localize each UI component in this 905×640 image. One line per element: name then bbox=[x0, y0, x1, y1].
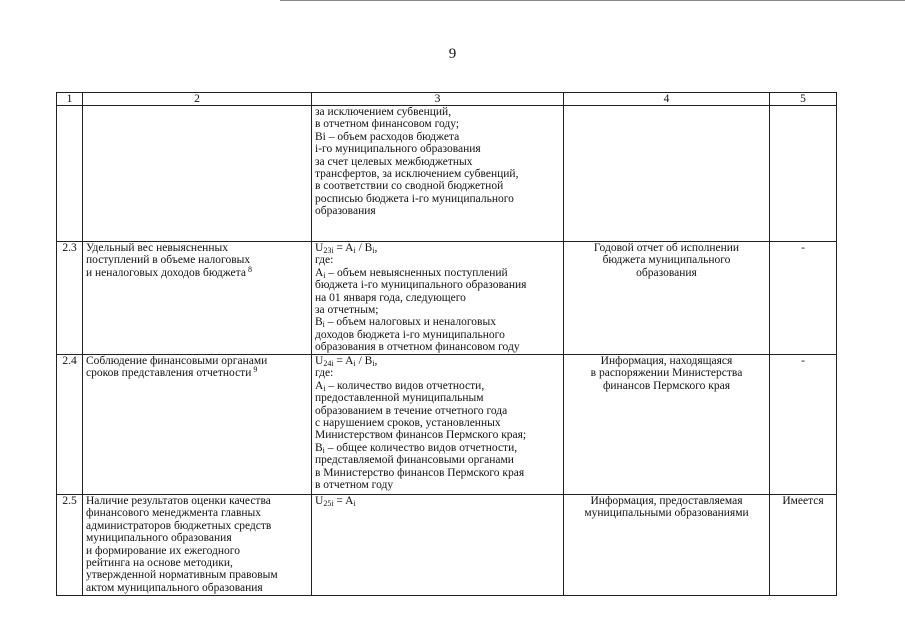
source-line: Информация, предоставляемая bbox=[590, 495, 743, 507]
formula-cell bbox=[312, 242, 564, 355]
table-row bbox=[57, 242, 837, 355]
text-line: в соответствии со сводной бюджетной bbox=[315, 180, 504, 193]
indicator-name bbox=[83, 495, 312, 596]
indicator-line: поступлений в объеме налоговых bbox=[86, 254, 251, 267]
text-line: $A_i$ – количество видов отчетности, bbox=[315, 379, 485, 393]
text-line: предоставленной муниципальным bbox=[315, 392, 484, 405]
formula: $U_{24i} = A_i / B_i$, bbox=[315, 355, 378, 368]
data-source bbox=[564, 495, 770, 596]
top-rule bbox=[280, 0, 905, 1]
text-line: образованием в течение отчетного года bbox=[315, 404, 508, 417]
column-header: 2 bbox=[83, 93, 312, 106]
formula: $U_{23i} = A_i / B_i$, bbox=[315, 242, 378, 255]
data-source bbox=[564, 355, 770, 495]
footnote-mark: 9 bbox=[251, 365, 258, 375]
indicator-name bbox=[83, 106, 312, 242]
formula-cell bbox=[312, 106, 564, 242]
text-line: Министерством финансов Пермского края; bbox=[315, 429, 527, 442]
indicator-line: финансового менеджмента главных bbox=[86, 507, 262, 520]
text-line: бюджета i-го муниципального образования bbox=[315, 279, 527, 292]
column-header: 1 bbox=[57, 93, 83, 106]
text-line: $B_i$ – общее количество видов отчетности, bbox=[315, 441, 518, 455]
target-value: - bbox=[770, 355, 837, 495]
indicator-line: сроков представления отчетности $^9$ bbox=[86, 365, 258, 380]
data-source bbox=[564, 106, 770, 242]
source-line: муниципальными образованиями bbox=[584, 507, 749, 520]
indicators-table bbox=[56, 92, 837, 596]
target-value: - bbox=[770, 242, 837, 355]
indicator-line: и неналоговых доходов бюджета $^8$ bbox=[86, 264, 252, 279]
formula: $U_{25i} = A_i$ bbox=[315, 495, 356, 508]
indicator-line: муниципального образования bbox=[86, 532, 232, 545]
table-header-row bbox=[57, 93, 837, 106]
page-number: 9 bbox=[448, 46, 457, 62]
text-line: $A_i$ – объем невыясненных поступлений bbox=[315, 266, 508, 280]
text-line: образования в отчетном финансовом году bbox=[315, 341, 520, 354]
formula-cell bbox=[312, 355, 564, 495]
text-line: росписью бюджета i-го муниципального bbox=[315, 192, 514, 205]
text-line: в отчетном финансовом году; bbox=[315, 118, 460, 131]
text-line: трансфертов, за исключением субвенций, bbox=[315, 168, 519, 181]
text-line: за счет целевых межбюджетных bbox=[315, 155, 473, 168]
text-line: $B_i$ – объем налоговых и неналоговых bbox=[315, 316, 496, 330]
indicator-line: Наличие результатов оценки качества bbox=[86, 495, 271, 507]
text-line: где: bbox=[315, 367, 334, 380]
text-line: i-го муниципального образования bbox=[315, 143, 481, 156]
target-value: Имеется bbox=[770, 495, 837, 596]
text-line: за отчетным; bbox=[315, 304, 379, 317]
indicator-line: рейтинга на основе методики, bbox=[86, 557, 233, 570]
column-header: 3 bbox=[312, 93, 564, 106]
footnote-mark: 8 bbox=[245, 264, 252, 274]
text-line: за исключением субвенций, bbox=[315, 106, 452, 118]
indicator-line: администраторов бюджетных средств bbox=[86, 519, 272, 532]
indicator-line: Удельный вес невыясненных bbox=[86, 242, 228, 254]
indicator-name bbox=[83, 355, 312, 495]
text-line: Bi – объем расходов бюджета bbox=[315, 130, 460, 143]
indicator-name bbox=[83, 242, 312, 355]
table-row bbox=[57, 495, 837, 596]
column-header: 5 bbox=[770, 93, 837, 106]
text-line: в Министерство финансов Пермского края bbox=[315, 466, 525, 479]
indicator-line: утвержденной нормативным правовым bbox=[86, 569, 278, 582]
data-source bbox=[564, 242, 770, 355]
text-line: в отчетном году bbox=[315, 479, 394, 492]
formula-cell bbox=[312, 495, 564, 596]
text-line: где: bbox=[315, 254, 334, 267]
target-value bbox=[770, 106, 837, 242]
text-line: представляемой финансовыми органами bbox=[315, 454, 514, 467]
text-line: доходов бюджета i-го муниципального bbox=[315, 328, 505, 341]
indicator-line: актом муниципального образования bbox=[86, 581, 263, 594]
row-number bbox=[57, 106, 83, 242]
table-row bbox=[57, 355, 837, 495]
indicator-line: и формирование их ежегодного bbox=[86, 544, 240, 557]
source-line: в распоряжении Министерства bbox=[590, 367, 743, 380]
indicator-line: Соблюдение финансовыми органами bbox=[86, 355, 268, 367]
row-number: 2.4 bbox=[57, 355, 83, 495]
row-number: 2.3 bbox=[57, 242, 83, 355]
text-line: образования bbox=[315, 205, 376, 218]
source-line: бюджета муниципального bbox=[602, 254, 731, 267]
source-line: образования bbox=[636, 266, 697, 279]
text-line: на 01 января года, следующего bbox=[315, 291, 466, 304]
source-line: Информация, находящаяся bbox=[600, 355, 733, 367]
source-line: Годовой отчет об исполнении bbox=[593, 242, 740, 254]
column-header: 4 bbox=[564, 93, 770, 106]
row-number: 2.5 bbox=[57, 495, 83, 596]
table-row bbox=[57, 106, 837, 242]
source-line: финансов Пермского края bbox=[602, 379, 731, 392]
text-line: с нарушением сроков, установленных bbox=[315, 417, 501, 430]
